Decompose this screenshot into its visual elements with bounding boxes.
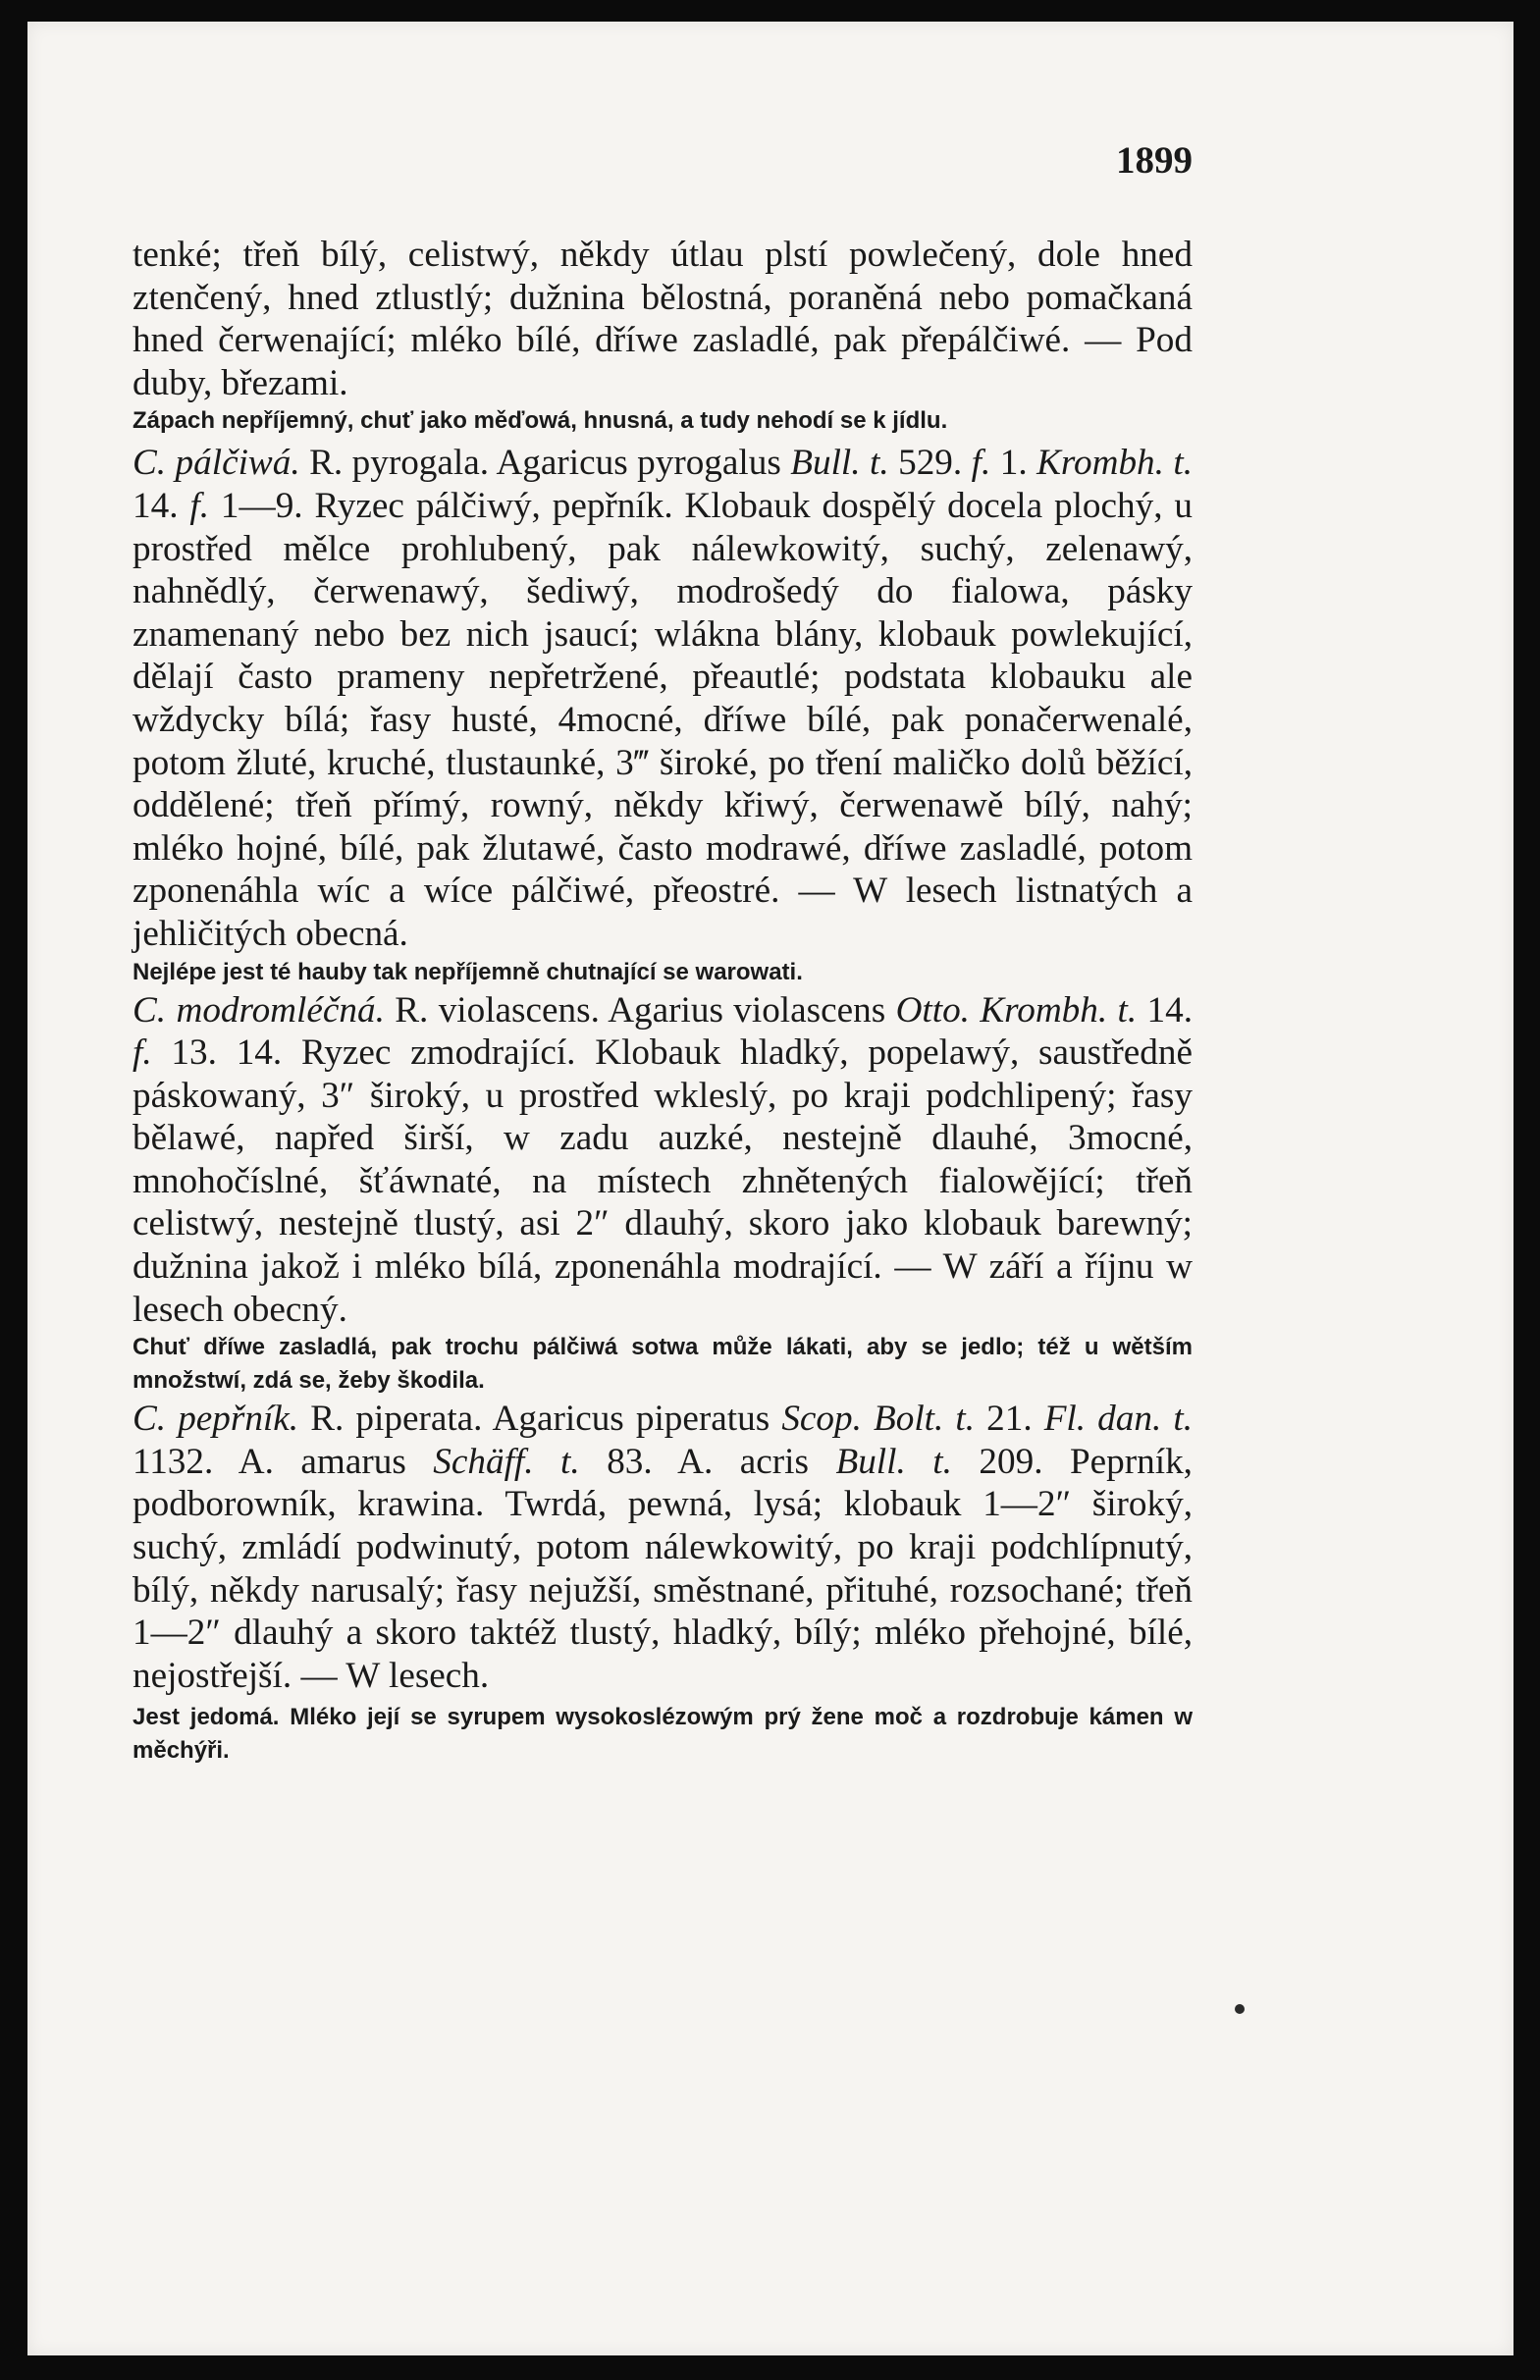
note-2: Nejlépe jest té hauby tak nepříjemně chutnající se warowati.: [133, 958, 803, 985]
ink-spot: [1235, 2004, 1245, 2014]
citation: Schäff. t.: [433, 1441, 580, 1482]
paragraph-2-text: 1—9. Ryzec pálčiwý, pepřník. Klobauk dospělý docela plochý, u prostřed mělce prohlubený, pak nálewkowitý, suchý, zelenawý, nahnědlý, čerwenawý, šediwý, modrošedý do fialowa, pásky znamenaný nebo bez nich jsaucí; wlákna blány, klobauk powlekující, dělají často prameny nepřetržené, přeautlé; podstata klobauku ale wždycky bílá; řasy husté, 4mocné, dříwe bílé, pak ponačerwenalé, potom žluté, kruché, tlustaunké, 3‴ široké, po tření maličko dolů běžící, oddělené; třeň přímý, rowný, někdy křiwý, čerwenawě bílý, nahý; mléko hojné, bílé, pak žlutawé, často modrawé, dříwe zasladlé, potom zponenáhla wíc a wíce pálčiwé, přeostré. — W lesech listnatých a jehličitých obecná.: [133, 485, 1193, 954]
species-name: C. pálčiwá.: [133, 443, 300, 484]
paragraph-4: [133, 1398, 1193, 1697]
paragraph-2: [133, 442, 1193, 955]
citation: Bull. t.: [835, 1441, 952, 1482]
paragraph-4-text: 1132. A. amarus: [133, 1441, 434, 1482]
paragraph-1: tenké; třeň bílý, celistwý, někdy útlau plstí powlečený, dole hned ztenčený, hned ztlustlý; dužnina bělostná, poraněná nebo pomačkaná hned čerwenající; mléko bílé, dříwe zasladlé, pak přepálčiwé. — Pod duby, březami.: [133, 235, 1193, 403]
note-4: Jest jedomá. Mléko její se syrupem wysokoslézowým prý žene moč a rozdrobuje kámen w měchýři.: [133, 1704, 1193, 1765]
paragraph-3-text: 14.: [1137, 989, 1193, 1031]
note-3: Chuť dříwe zasladlá, pak trochu pálčiwá sotwa může lákati, aby se jedlo; též u wětším množstwí, zdá se, žeby škodila.: [133, 1334, 1193, 1395]
citation: f.: [971, 443, 991, 484]
species-name: C. pepřník.: [133, 1399, 299, 1440]
paragraph-4-text: 209. Peprník, podborowník, krawina. Twrdá, pewná, lysá; klobauk 1—2″ široký, suchý, zmládí podwinutý, potom nálewkowitý, po kraji podchlípnutý, bílý, někdy narusalý; řasy nejužší, směstnané, přituhé, rozsochané; třeň 1—2″ dlauhý a skoro taktéž tlustý, hladký, bílý; mléko přehojné, bílé, nejostřejší. — W lesech.: [133, 1441, 1193, 1696]
paragraph-3: [133, 989, 1193, 1332]
book-page: [27, 22, 1513, 2355]
citation: Fl. dan. t.: [1043, 1399, 1193, 1440]
citation: f.: [189, 485, 210, 526]
citation: Otto. Krombh. t.: [895, 989, 1138, 1031]
page-content: [133, 139, 1193, 1768]
citation: Krombh. t.: [1036, 443, 1194, 484]
note-1: Zápach nepříjemný, chuť jako měďowá, hnusná, a tudy nehodí se k jídlu.: [133, 407, 948, 435]
paragraph-4-text: R. piperata. Agaricus piperatus: [298, 1399, 782, 1440]
citation: Scop. Bolt. t.: [781, 1399, 976, 1440]
paragraph-2-text: 529.: [888, 443, 972, 484]
species-name: C. modromléčná.: [133, 989, 385, 1031]
paragraph-2-text: R. pyrogala. Agaricus pyrogalus: [299, 443, 791, 484]
paragraph-2-text: 1.: [990, 443, 1037, 484]
citation: Bull. t.: [790, 443, 889, 484]
paragraph-3-text: 13. 14. Ryzec zmodrající. Klobauk hladký, popelawý, saustředně páskowaný, 3″ široký, u prostřed wkleslý, po kraji podchlipený; řasy bělawé, napřed širší, w zadu auzké, nestejně dlauhé, 3mocné, mnohočíslné, šťáwnaté, na místech zhnětených fialowějící; třeň celistwý, nestejně tlustý, asi 2″ dlauhý, skoro jako klobauk barewný; dužnina jakož i mléko bílá, zponenáhla modrající. — W září a říjnu w lesech obecný.: [133, 1032, 1193, 1330]
citation: f.: [133, 1032, 152, 1074]
paragraph-3-text: R. violascens. Agarius violascens: [384, 989, 896, 1031]
paragraph-4-text: 21.: [975, 1399, 1044, 1440]
paragraph-2-text: 14.: [133, 485, 190, 526]
page-number: 1899: [1116, 139, 1193, 182]
paragraph-4-text: 83. A. acris: [579, 1441, 836, 1482]
